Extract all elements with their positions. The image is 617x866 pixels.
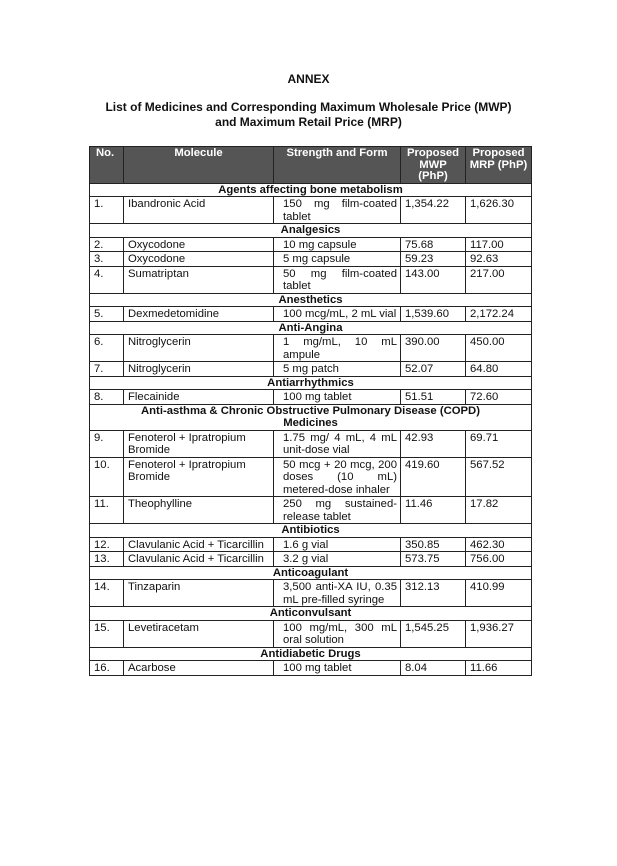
mrp-cell: 2,172.24 xyxy=(466,307,532,322)
strength-form-cell: 3.2 g vial xyxy=(274,552,401,567)
row-number: 16. xyxy=(90,661,124,676)
table-row xyxy=(90,552,532,567)
category-row xyxy=(90,566,532,580)
strength-form-cell: 3,500 anti-XA IU, 0.35 mL pre-filled syringe xyxy=(274,580,401,607)
row-number: 4. xyxy=(90,266,124,293)
table-row xyxy=(90,237,532,252)
molecule-cell: Ibandronic Acid xyxy=(124,197,274,224)
strength-form-cell: 100 mg tablet xyxy=(274,661,401,676)
category-label: Antidiabetic Drugs xyxy=(90,647,532,661)
category-label: Anticoagulant xyxy=(90,566,532,580)
row-number: 6. xyxy=(90,335,124,362)
mrp-cell: 64.80 xyxy=(466,362,532,377)
row-number: 8. xyxy=(90,390,124,405)
mwp-cell: 143.00 xyxy=(401,266,466,293)
mwp-cell: 419.60 xyxy=(401,457,466,497)
row-number: 3. xyxy=(90,252,124,267)
mrp-cell: 567.52 xyxy=(466,457,532,497)
mwp-cell: 75.68 xyxy=(401,237,466,252)
mwp-cell: 59.23 xyxy=(401,252,466,267)
mwp-cell: 390.00 xyxy=(401,335,466,362)
row-number: 14. xyxy=(90,580,124,607)
mrp-cell: 17.82 xyxy=(466,497,532,524)
table-row xyxy=(90,457,532,497)
molecule-cell: Levetiracetam xyxy=(124,620,274,647)
table-row xyxy=(90,362,532,377)
mwp-cell: 573.75 xyxy=(401,552,466,567)
row-number: 5. xyxy=(90,307,124,322)
molecule-cell: Fenoterol + Ipratropium Bromide xyxy=(124,457,274,497)
molecule-cell: Acarbose xyxy=(124,661,274,676)
mrp-cell: 117.00 xyxy=(466,237,532,252)
category-row xyxy=(90,224,532,238)
table-row xyxy=(90,620,532,647)
header-proposed-mwp: Proposed MWP (PhP) xyxy=(401,147,466,184)
mrp-cell: 1,626.30 xyxy=(466,197,532,224)
subtitle-line-2: and Maximum Retail Price (MRP) xyxy=(215,115,402,129)
row-number: 12. xyxy=(90,537,124,552)
header-strength-form: Strength and Form xyxy=(274,147,401,184)
category-row xyxy=(90,607,532,621)
table-row xyxy=(90,537,532,552)
subtitle-line-1: List of Medicines and Corresponding Maximum Wholesale Price (MWP) xyxy=(105,100,512,114)
table-row xyxy=(90,661,532,676)
molecule-cell: Fenoterol + Ipratropium Bromide xyxy=(124,430,274,457)
strength-form-cell: 1.6 g vial xyxy=(274,537,401,552)
mrp-cell: 69.71 xyxy=(466,430,532,457)
strength-form-cell: 5 mg capsule xyxy=(274,252,401,267)
row-number: 7. xyxy=(90,362,124,377)
molecule-cell: Tinzaparin xyxy=(124,580,274,607)
mwp-cell: 11.46 xyxy=(401,497,466,524)
row-number: 9. xyxy=(90,430,124,457)
category-row xyxy=(90,183,532,197)
strength-form-cell: 1.75 mg/ 4 mL, 4 mL unit-dose vial xyxy=(274,430,401,457)
table-row xyxy=(90,580,532,607)
table-row xyxy=(90,307,532,322)
header-proposed-mrp: Proposed MRP (PhP) xyxy=(466,147,532,184)
strength-form-cell: 100 mcg/mL, 2 mL vial xyxy=(274,307,401,322)
mwp-cell: 42.93 xyxy=(401,430,466,457)
mrp-cell: 11.66 xyxy=(466,661,532,676)
mwp-cell: 8.04 xyxy=(401,661,466,676)
strength-form-cell: 1 mg/mL, 10 mL ampule xyxy=(274,335,401,362)
strength-form-cell: 50 mcg + 20 mcg, 200 doses (10 mL) metered-dose inhaler xyxy=(274,457,401,497)
table-row xyxy=(90,252,532,267)
strength-form-cell: 100 mg tablet xyxy=(274,390,401,405)
mwp-cell: 1,539.60 xyxy=(401,307,466,322)
mrp-cell: 462.30 xyxy=(466,537,532,552)
category-label: Anticonvulsant xyxy=(90,607,532,621)
mwp-cell: 350.85 xyxy=(401,537,466,552)
category-label: Anti-Angina xyxy=(90,321,532,335)
category-row xyxy=(90,376,532,390)
category-row xyxy=(90,524,532,538)
row-number: 15. xyxy=(90,620,124,647)
header-no: No. xyxy=(90,147,124,184)
mrp-cell: 217.00 xyxy=(466,266,532,293)
strength-form-cell: 150 mg film-coated tablet xyxy=(274,197,401,224)
mrp-cell: 450.00 xyxy=(466,335,532,362)
category-label: Antibiotics xyxy=(90,524,532,538)
table-row xyxy=(90,430,532,457)
strength-form-cell: 10 mg capsule xyxy=(274,237,401,252)
mwp-cell: 1,354.22 xyxy=(401,197,466,224)
row-number: 10. xyxy=(90,457,124,497)
medicine-price-table xyxy=(89,146,532,676)
header-molecule: Molecule xyxy=(124,147,274,184)
category-row xyxy=(90,404,532,430)
category-row xyxy=(90,647,532,661)
annex-title: ANNEX xyxy=(287,72,330,86)
mrp-cell: 92.63 xyxy=(466,252,532,267)
molecule-cell: Theophylline xyxy=(124,497,274,524)
category-row xyxy=(90,293,532,307)
strength-form-cell: 5 mg patch xyxy=(274,362,401,377)
table-row xyxy=(90,335,532,362)
molecule-cell: Clavulanic Acid + Ticarcillin xyxy=(124,537,274,552)
mrp-cell: 410.99 xyxy=(466,580,532,607)
category-label: Anesthetics xyxy=(90,293,532,307)
mwp-cell: 52.07 xyxy=(401,362,466,377)
document-subtitle xyxy=(0,100,617,130)
molecule-cell: Clavulanic Acid + Ticarcillin xyxy=(124,552,274,567)
molecule-cell: Nitroglycerin xyxy=(124,335,274,362)
mrp-cell: 72.60 xyxy=(466,390,532,405)
mrp-cell: 1,936.27 xyxy=(466,620,532,647)
table-row xyxy=(90,390,532,405)
row-number: 2. xyxy=(90,237,124,252)
mwp-cell: 1,545.25 xyxy=(401,620,466,647)
row-number: 1. xyxy=(90,197,124,224)
table-row xyxy=(90,266,532,293)
category-label: Agents affecting bone metabolism xyxy=(90,183,532,197)
strength-form-cell: 100 mg/mL, 300 mL oral solution xyxy=(274,620,401,647)
category-label: Analgesics xyxy=(90,224,532,238)
molecule-cell: Sumatriptan xyxy=(124,266,274,293)
strength-form-cell: 50 mg film-coated tablet xyxy=(274,266,401,293)
category-row xyxy=(90,321,532,335)
molecule-cell: Nitroglycerin xyxy=(124,362,274,377)
molecule-cell: Oxycodone xyxy=(124,237,274,252)
molecule-cell: Dexmedetomidine xyxy=(124,307,274,322)
table-row xyxy=(90,197,532,224)
category-label: Antiarrhythmics xyxy=(90,376,532,390)
mrp-cell: 756.00 xyxy=(466,552,532,567)
row-number: 11. xyxy=(90,497,124,524)
strength-form-cell: 250 mg sustained-release tablet xyxy=(274,497,401,524)
table-row xyxy=(90,497,532,524)
table-header-row xyxy=(90,147,532,184)
row-number: 13. xyxy=(90,552,124,567)
category-label: Anti-asthma & Chronic Obstructive Pulmonary Disease (COPD) Medicines xyxy=(90,404,532,430)
molecule-cell: Oxycodone xyxy=(124,252,274,267)
mwp-cell: 312.13 xyxy=(401,580,466,607)
mwp-cell: 51.51 xyxy=(401,390,466,405)
molecule-cell: Flecainide xyxy=(124,390,274,405)
